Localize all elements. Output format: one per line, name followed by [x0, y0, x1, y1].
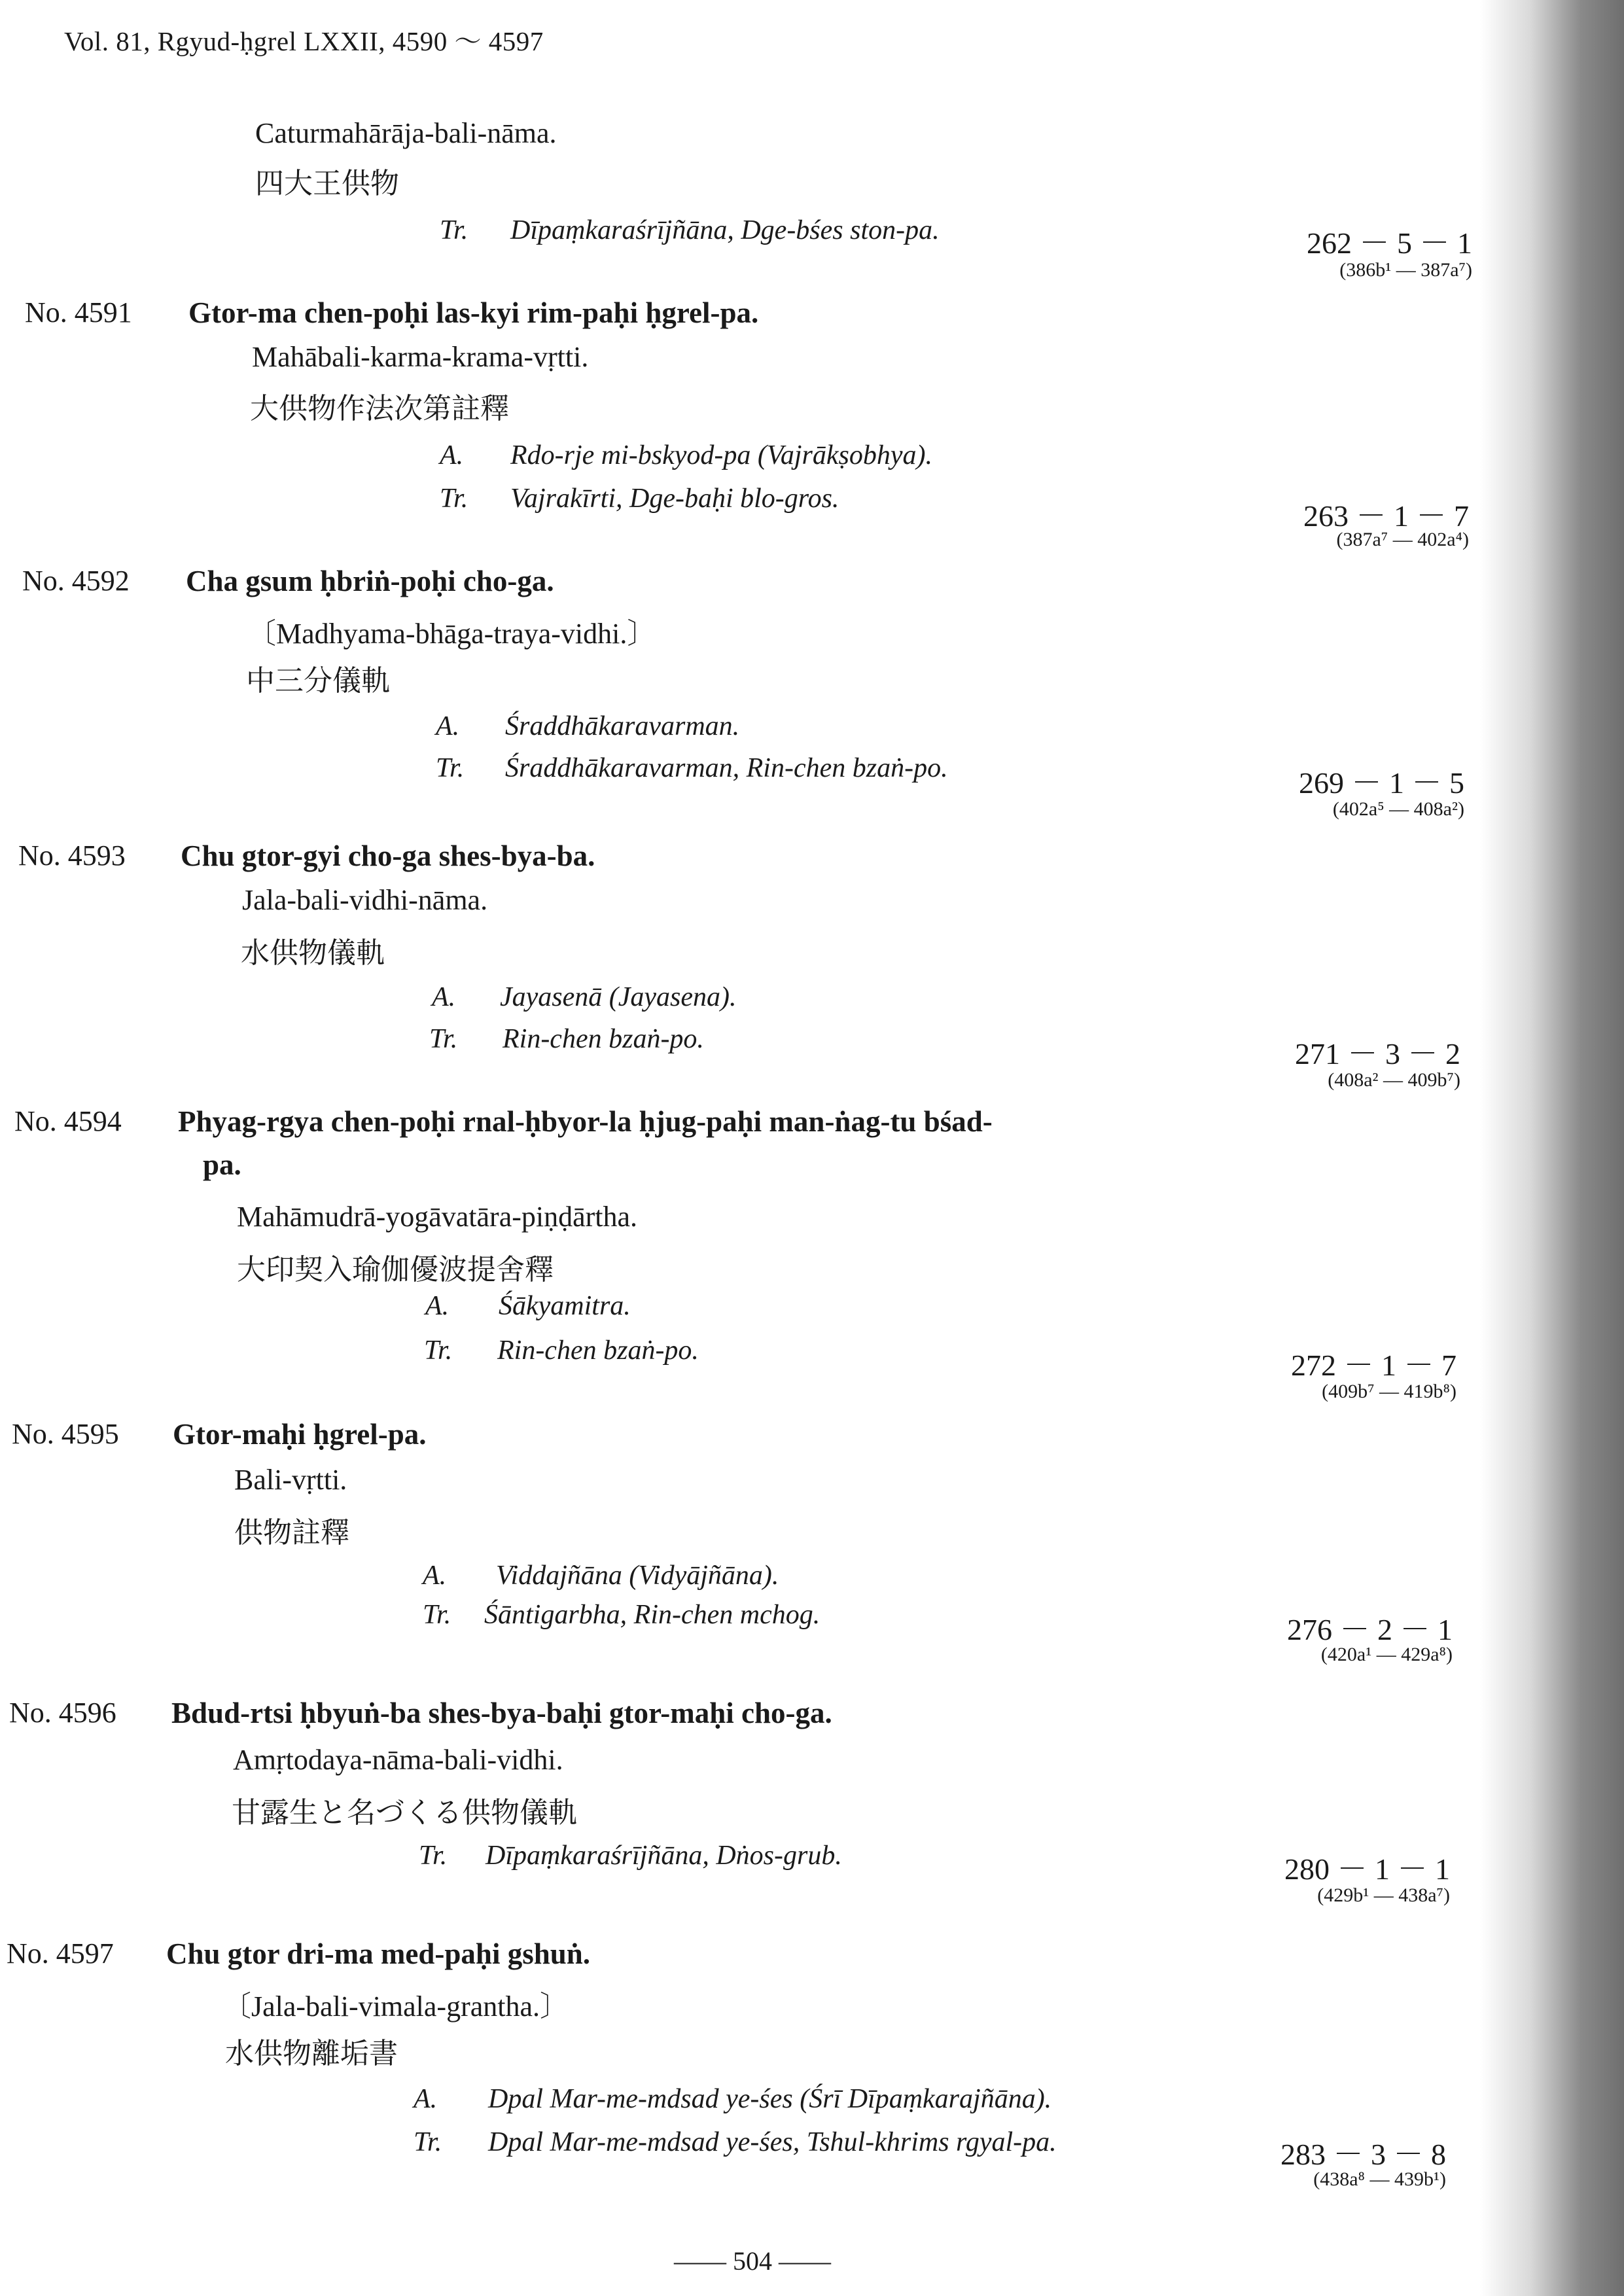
- entry-role-label: A.: [440, 440, 464, 470]
- entry-title: Gtor-maḥi ḥgrel-pa.: [173, 1418, 427, 1451]
- entry-role-label: Tr.: [424, 1335, 453, 1366]
- entry-role-name: Viddajñāna (Vidyājñāna).: [496, 1561, 779, 1591]
- entry-title: Chu gtor dri-ma med-paḥi gshuṅ.: [166, 1937, 591, 1970]
- entry-number: No. 4592: [22, 565, 130, 597]
- entry-chinese: 四大王供物: [255, 167, 399, 200]
- entry-role-label: Tr.: [419, 1841, 448, 1871]
- entry-role-name: Dpal Mar-me-mdsad ye-śes (Śrī Dīpaṃkarajñāna).: [488, 2084, 1052, 2114]
- entry-role-label: Tr.: [440, 215, 468, 245]
- entry-role-name: Dpal Mar-me-mdsad ye-śes, Tshul-khrims rgyal-pa.: [488, 2127, 1057, 2157]
- entry-chinese: 大供物作法次第註釋: [250, 392, 509, 425]
- entry-ref: 280 － 1 － 1: [1284, 1852, 1450, 1886]
- entry-chinese: 甘露生と名づくる供物儀軌: [232, 1796, 577, 1829]
- entry-ref: 276 － 2 － 1: [1287, 1613, 1453, 1646]
- entry-sanskrit: 〔Madhyama-bhāga-traya-vidhi.〕: [247, 618, 656, 650]
- entry-role-label: Tr.: [423, 1600, 451, 1630]
- entry-ref-range: (438a⁸ — 439b¹): [1313, 2168, 1446, 2190]
- entry-number: No. 4593: [18, 839, 126, 872]
- page-header: Vol. 81, Rgyud-ḥgrel LXXII, 4590 ～ 4597: [64, 26, 544, 56]
- entry-number: No. 4596: [9, 1697, 116, 1729]
- entry-role-label: A.: [423, 1561, 447, 1591]
- entry-title: Chu gtor-gyi cho-ga shes-bya-ba.: [181, 839, 595, 872]
- entry-chinese: 水供物儀軌: [241, 936, 385, 970]
- entry-role-name: Śraddhākaravarman.: [505, 711, 740, 741]
- entry-chinese: 中三分儀軌: [246, 664, 390, 698]
- entry-title: Bdud-rtsi ḥbyuṅ-ba shes-bya-baḥi gtor-maḥi cho-ga.: [171, 1697, 832, 1729]
- entry-ref-range: (408a² — 409b⁷): [1328, 1069, 1460, 1091]
- entry-role-label: Tr.: [436, 753, 465, 783]
- entry-role-name: Vajrakīrti, Dge-baḥi blo-gros.: [510, 484, 839, 514]
- entry-sanskrit: Mahāmudrā-yogāvatāra-piṇḍārtha.: [237, 1201, 638, 1233]
- entry-sanskrit: Caturmahārāja-bali-nāma.: [255, 117, 557, 149]
- entry-ref: 283 － 3 － 8: [1280, 2138, 1446, 2171]
- entry-ref: 269 － 1 － 5: [1299, 766, 1464, 800]
- entry-ref-range: (387a⁷ — 402a⁴): [1336, 529, 1469, 550]
- entry-sanskrit: 〔Jala-bali-vimala-grantha.〕: [222, 1990, 569, 2022]
- entry-ref: 263 － 1 － 7: [1303, 499, 1469, 533]
- entry-ref-range: (429b¹ — 438a⁷): [1317, 1884, 1450, 1906]
- entry-title: Gtor-ma chen-poḥi las-kyi rim-paḥi ḥgrel-pa.: [188, 296, 759, 329]
- entry-sanskrit: Jala-bali-vidhi-nāma.: [242, 884, 488, 916]
- entry-ref: 272 － 1 － 7: [1291, 1349, 1456, 1382]
- entry-sanskrit: Amṛtodaya-nāma-bali-vidhi.: [233, 1744, 563, 1776]
- entry-role-label: Tr.: [440, 484, 468, 514]
- entry-chinese: 供物註釋: [234, 1516, 349, 1549]
- entry-role-label: A.: [436, 711, 460, 741]
- entry-title-continued: pa.: [203, 1148, 241, 1181]
- entry-role-label: A.: [432, 982, 456, 1012]
- entry-role-name: Śākyamitra.: [499, 1291, 631, 1321]
- entry-role-label: A.: [414, 2084, 438, 2114]
- entry-ref: 271 － 3 － 2: [1295, 1037, 1460, 1070]
- entry-ref-range: (420a¹ — 429a⁸): [1320, 1644, 1453, 1665]
- entry-number: No. 4594: [14, 1105, 122, 1137]
- entry-role-name: Rin-chen bzaṅ-po.: [497, 1335, 699, 1366]
- entry-ref-range: (409b⁷ — 419b⁸): [1322, 1381, 1456, 1402]
- entry-number: No. 4595: [12, 1418, 119, 1450]
- entry-role-label: Tr.: [429, 1024, 458, 1054]
- entry-title: Cha gsum ḥbriṅ-poḥi cho-ga.: [186, 565, 554, 597]
- entry-sanskrit: Bali-vṛtti.: [234, 1464, 347, 1496]
- entry-role-label: Tr.: [414, 2127, 442, 2157]
- entry-role-name: Jayasenā (Jayasena).: [500, 982, 737, 1012]
- entry-ref: 262 － 5 － 1: [1307, 226, 1472, 260]
- entry-title: Phyag-rgya chen-poḥi rnal-ḥbyor-la ḥjug-paḥi man-ṅag-tu bśad-: [178, 1105, 993, 1138]
- entry-role-name: Dīpaṃkaraśrījñāna, Dṅos-grub.: [485, 1841, 842, 1871]
- scan-edge-shadow: [1480, 0, 1624, 2296]
- entry-role-name: Śāntigarbha, Rin-chen mchog.: [484, 1600, 821, 1630]
- entry-ref-range: (402a⁵ — 408a²): [1332, 798, 1464, 820]
- page-number: —— 504 ——: [674, 2246, 831, 2276]
- entry-chinese: 水供物離垢書: [225, 2037, 398, 2070]
- entry-role-name: Dīpaṃkaraśrījñāna, Dge-bśes ston-pa.: [510, 215, 940, 245]
- entry-chinese: 大印契入瑜伽優波提舍釋: [237, 1253, 554, 1286]
- entry-role-label: A.: [425, 1291, 450, 1321]
- entry-number: No. 4591: [25, 296, 132, 328]
- entry-role-name: Rdo-rje mi-bskyod-pa (Vajrākṣobhya).: [510, 440, 933, 470]
- entry-sanskrit: Mahābali-karma-krama-vṛtti.: [252, 341, 589, 373]
- entry-role-name: Rin-chen bzaṅ-po.: [503, 1024, 704, 1054]
- entry-role-name: Śraddhākaravarman, Rin-chen bzaṅ-po.: [505, 753, 948, 783]
- entry-number: No. 4597: [7, 1937, 114, 1969]
- entry-ref-range: (386b¹ — 387a⁷): [1339, 259, 1472, 281]
